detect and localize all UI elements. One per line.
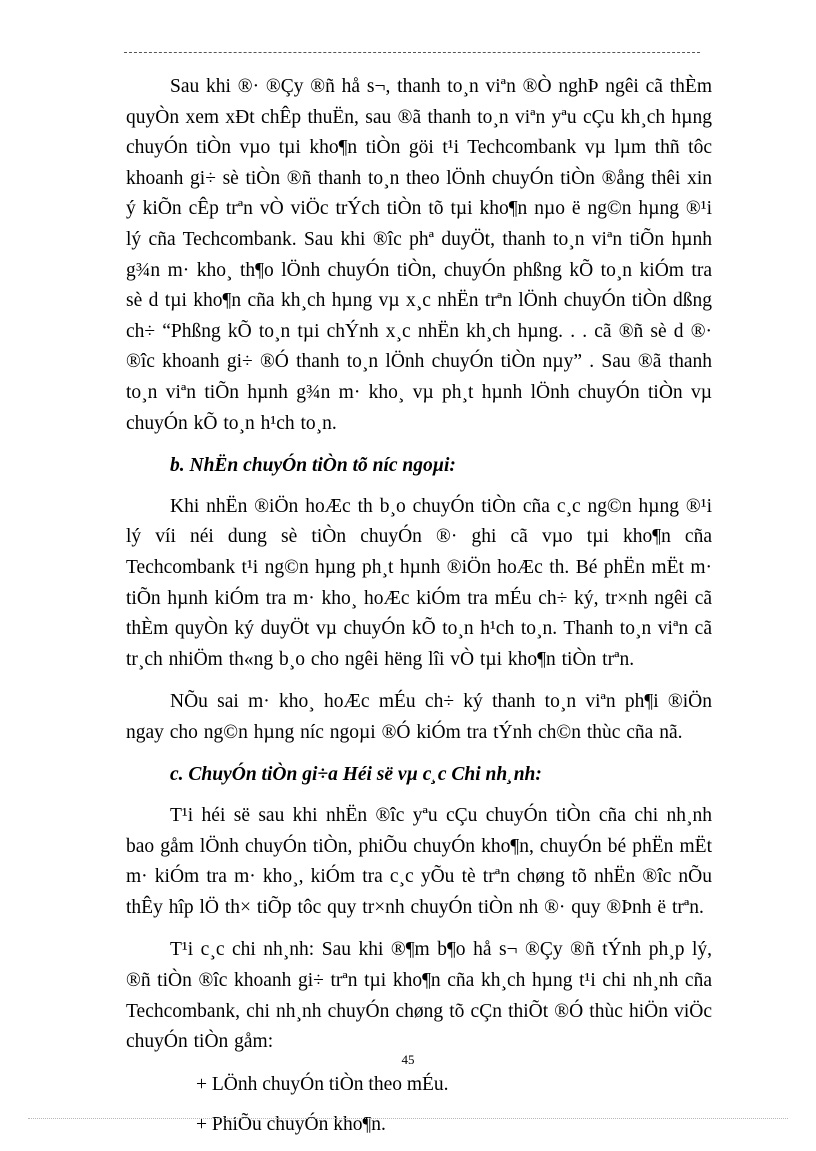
footer-dotted-rule xyxy=(28,1118,788,1119)
page-number: 45 xyxy=(401,1052,415,1067)
header-dashed-rule xyxy=(124,52,700,53)
page-body xyxy=(126,72,712,1151)
list-item: + PhiÕu chuyÓn kho¶n. xyxy=(196,1114,386,1136)
paragraph-receive-transfer: Khi nhËn ®iÖn hoÆc th b¸o chuyÓn tiÒn cña c¸c ng©n hµng ®¹i lý víi néi dung sè tiÒn chuyÓn ®· ghi cã vµo tµi kho¶n cña Techcombank t¹i ng©n hµng ph¸t hµnh ®iÖn hoÆc th. Bé phËn mËt m· tiÕn hµnh kiÓm tra m· kho¸ hoÆc kiÓm tra mÉu ch÷ ký, tr×nh ngêi cã thÈm quyÒn ký duyÖt vµ chuyÓn kÕ to¸n h¹ch to¸n. Thanh to¸n viªn cã tr¸ch nhiÖm th«ng b¸o cho ngêi hëng lîi vÒ tµi kho¶n tiÒn trªn. xyxy=(126,495,712,670)
section-heading-b: b. NhËn chuyÓn tiÒn tõ níc ngoµi: xyxy=(170,455,456,477)
section-heading-c: c. ChuyÓn tiÒn gi÷a Héi së vµ c¸c Chi nh¸nh: xyxy=(170,764,542,786)
paragraph-wrong-code: NÕu sai m· kho¸ hoÆc mÉu ch÷ ký thanh to¸n viªn ph¶i ®iÖn ngay cho ng©n hµng níc ngoµi ®Ó kiÓm tra tÝnh ch©n thùc cña nã. xyxy=(126,691,712,743)
paragraph-transfer-procedure: Sau khi ®· ®Çy ®ñ hå s¬, thanh to¸n viªn ®Ò nghÞ ngêi cã thÈm quyÒn xem xÐt chÊp thuËn, sau ®ã thanh to¸n viªn yªu cÇu kh¸ch hµng chuyÓn tiÒn vµo tµi kho¶n tiÒn göi t¹i Techcombank vµ lµm thñ tôc khoanh gi÷ sè tiÒn ®ñ thanh to¸n theo lÖnh chuyÓn tiÒn ®ång thêi xin ý kiÕn cÊp trªn vÒ viÖc trÝch tiÒn tõ tµi kho¶n nµo ë ng©n hµng ®¹i lý cña Techcombank. Sau khi ®îc phª duyÖt, thanh to¸n viªn tiÕn hµnh g¾n m· kho¸ th¶o lÖnh chuyÓn tiÒn, chuyÓn phßng kÕ to¸n kiÓm tra sè d tµi kho¶n cña kh¸ch hµng vµ x¸c nhËn trªn lÖnh chuyÓn tiÒn dßng ch÷ “Phßng kÕ to¸n tµi chÝnh x¸c nhËn kh¸ch hµng. . . cã ®ñ sè d ®· ®îc khoanh gi÷ ®Ó thanh to¸n lÖnh chuyÓn tiÒn nµy” . Sau ®ã thanh to¸n viªn tiÕn hµnh g¾n m· kho¸ vµ ph¸t hµnh lÖnh chuyÓn tiÒn vµ chuyÓn kÕ to¸n h¹ch to¸n. xyxy=(126,76,712,434)
paragraph-head-office: T¹i héi së sau khi nhËn ®îc yªu cÇu chuyÓn tiÒn cña chi nh¸nh bao gåm lÖnh chuyÓn tiÒn, phiÕu chuyÓn kho¶n, chuyÓn bé phËn mËt m· kiÓm tra m· kho¸, kiÓm tra c¸c yÕu tè trªn chøng tõ nhËn ®îc nÕu thÊy hîp lÖ th× tiÕp tôc quy tr×nh chuyÓn tiÒn nh ®· quy ®Þnh ë trªn. xyxy=(126,805,712,918)
list-item: + LÖnh chuyÓn tiÒn theo mÉu. xyxy=(196,1073,449,1095)
paragraph-branches: T¹i c¸c chi nh¸nh: Sau khi ®¶m b¶o hå s¬ ®Çy ®ñ tÝnh ph¸p lý, ®ñ tiÒn ®îc khoanh gi÷ trªn tµi kho¶n cña kh¸ch hµng t¹i chi nh¸nh cña Techcombank, chi nh¸nh chuyÓn chøng tõ cÇn thiÕt ®Ó thùc hiÖn viÖc chuyÓn tiÒn gåm: xyxy=(126,939,712,1053)
